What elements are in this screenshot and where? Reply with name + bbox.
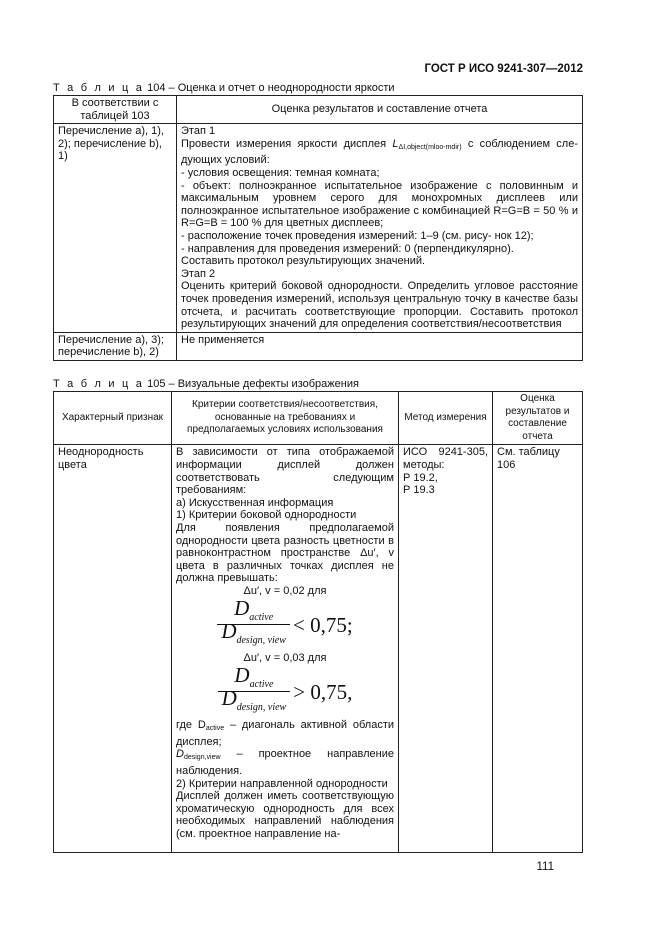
fraction: $\frac{D_{active}}{D_{design, view}}$ [218, 669, 291, 716]
paragraph: Оценить критерий боковой однородности. Определить угловое расстояние точек проведения измерений, используя центральную точку в качестве базы отсчета, и расчитать соответствующие пропорции. Составить протокол результирующих значений для определения соответствия/несоответствия [181, 280, 578, 331]
column-header: Критерии соответствия/несоответствия, основанные на требованиях и предполагаемых условиях использования [172, 392, 399, 445]
paragraph: Дисплей должен иметь соответствующую хроматическую однородность для всех необходимых направлений наблюдения (см. проектное направление на- [176, 790, 394, 840]
caption-text: 104 – Оценка и отчет о неоднородности яркости [147, 82, 395, 94]
reference-cell: Перечисление а), 3); перечисление b), 2) [54, 332, 177, 360]
paragraph: 2) Критерии направленной однородности [176, 777, 388, 790]
paragraph: $D_{design,view}$ – проектное направление наблюдения. [176, 748, 394, 777]
paragraph: - условия освещения: темная комната; [181, 166, 380, 179]
paragraph: где $D_{active}$ – диагональ активной области дисплея; [176, 719, 394, 748]
reference-cell: Перечисление а), 1), 2); перечисление b), 1) [54, 124, 177, 333]
table-header-row [54, 392, 583, 445]
caption-prefix: Т а б л и ц а [53, 82, 145, 94]
relation: < 0,75 [292, 612, 347, 637]
column-header: В соответствии с таблицей 103 [54, 96, 177, 124]
table-row [54, 332, 583, 360]
fraction: $\frac{D_{active}}{D_{design, view}}$ [217, 602, 290, 649]
caption-text: 105 – Визуальные дефекты изображения [147, 378, 359, 390]
condition-line: Δu′, v = 0,02 для [243, 584, 327, 597]
paragraph: Составить протокол результирующих значений. [181, 255, 426, 268]
paragraph: - объект: полноэкранное испытательное изображение с половинным и максимальным уровнем серого для монохромных дисплеев или полноэкранное испытательное изображение с комбинацией R=G=B = 50 % и R=G=B = 100 % для цветных дисплеев; [181, 179, 578, 230]
column-header: Оценка результатов и составление отчета [493, 392, 583, 445]
relation: > 0,75 [293, 679, 348, 704]
paragraph: Для появления предполагаемой однородности цвета разность цветности в равноконтрастном пространстве Δu′, v цвета в различных точках дисплея не должна превышать: [176, 521, 394, 585]
paragraph: - направления для проведения измерений: 0 (перпендикулярно). [181, 242, 514, 255]
criteria-cell [172, 445, 399, 853]
caption-prefix: Т а б л и ц а [53, 378, 145, 390]
paragraph: - расположение точек проведения измерений: 1–9 (см. рису- нок 12); [181, 229, 534, 242]
standard-header: ГОСТ Р ИСО 9241-307—2012 [424, 63, 583, 75]
result-cell: См. таблицу 106 [493, 445, 583, 853]
column-header: Оценка результатов и составление отчета [177, 96, 583, 124]
feature-cell: Неоднородность цвета [54, 445, 172, 853]
stage-label: Этап 1 [181, 125, 216, 138]
paragraph: В зависимости от типа отображаемой информации дисплей должен соответствовать следующим требованиям: [176, 446, 394, 497]
table-header-row [54, 96, 583, 124]
table-104-caption [53, 82, 395, 94]
paragraph: а) Искусственная информация [176, 496, 334, 509]
table-row [54, 445, 583, 853]
table-105-caption [53, 378, 359, 390]
column-header: Характерный признак [54, 392, 172, 445]
method-cell: ИСО 9241-305, методы: Р 19.2, Р 19.3 [399, 445, 493, 853]
paragraph: 1) Критерии боковой однородности [176, 509, 357, 522]
page-number: 111 [536, 861, 554, 873]
stage-label: Этап 2 [181, 267, 216, 280]
condition-line: Δu′, v = 0,03 для [243, 652, 327, 665]
table-row [54, 124, 583, 333]
table-104 [53, 95, 583, 361]
table-105 [53, 391, 583, 853]
evaluation-cell: Не применяется [177, 332, 583, 360]
formula: $\frac{D_{active}}{D_{design, view}}$ > 0,75, [176, 669, 394, 716]
paragraph: Провести измерения яркости дисплея $L_{\Delta I,object(mloo-mdir)}$ с соблюдением сле-дующих условий: [181, 137, 578, 167]
evaluation-cell [177, 124, 583, 333]
formula: $\frac{D_{active}}{D_{design, view}}$ < 0,75; [176, 602, 394, 649]
column-header: Метод измерения [399, 392, 493, 445]
